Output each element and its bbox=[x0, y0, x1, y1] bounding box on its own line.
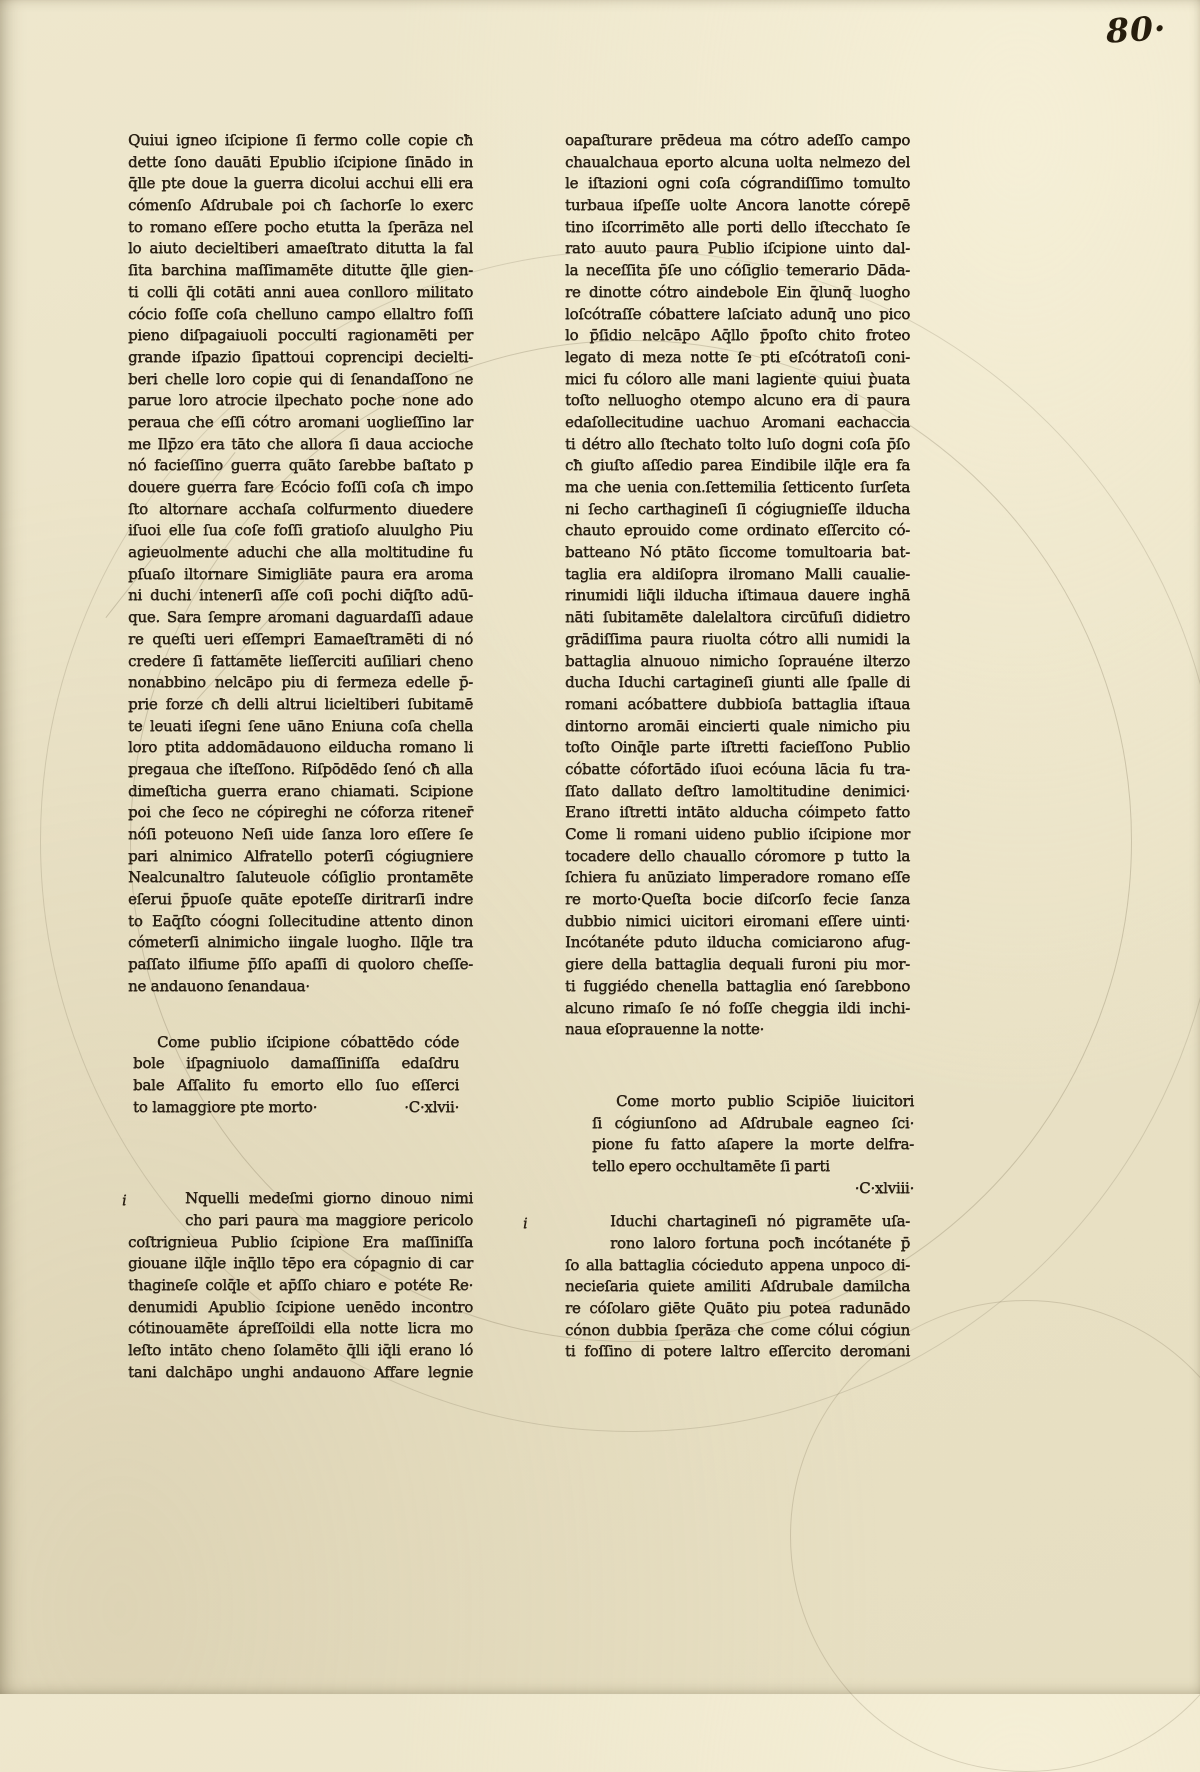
text-line: lo aiuto decieltiberi amaeſtrato ditutta la fal bbox=[128, 239, 473, 258]
chapter-heading-last-row bbox=[133, 1097, 459, 1119]
text-line: Come li romani uideno publio iſcipione mor bbox=[565, 825, 910, 843]
text-line: cóbatte cófortādo iſuoi ecóuna lācia fu tra- bbox=[565, 759, 910, 778]
text-line: grādiſſima paura riuolta cótro alli numidi la bbox=[565, 629, 910, 648]
text-line: ducha Iduchi cartagineſi giunti alle ſpalle di bbox=[565, 673, 910, 692]
text-line: loro ptita addomādauono eilducha romano li bbox=[128, 738, 473, 757]
text-line: toſto nelluogho otempo alcuno era di paura bbox=[565, 391, 910, 410]
text-line: ti fuggiédo chenella battaglia enó ſarebbono bbox=[565, 976, 910, 995]
text-line: thagineſe colq̄le et ap̄ſſo chiaro e potéte Re· bbox=[128, 1276, 473, 1294]
text-line: chaualchaua eporto alcuna uolta nelmezo del bbox=[565, 152, 910, 171]
text-line: cócio foſſe coſa chelluno campo ellaltro foſſi bbox=[128, 304, 473, 323]
chapter-number-row bbox=[592, 1178, 914, 1200]
text-line: ſſato dallato deſtro lamoltitudine denimici· bbox=[565, 781, 910, 800]
right-chapter-heading bbox=[592, 1091, 914, 1199]
text-line: re queſti ueri eſſempri Eamaeſtramēti di nó bbox=[128, 629, 473, 648]
text-line: pione fu fatto aſapere la morte delfra- bbox=[592, 1135, 914, 1154]
text-line: ma che uenia con.ſettemilia ſetticento ſurſeta bbox=[565, 478, 910, 496]
text-line: rono laloro fortuna pocħ incótanéte p̄ bbox=[610, 1234, 910, 1252]
text-line: to Eaq̄ſto cóogni ſollecitudine attento dinon bbox=[128, 911, 473, 930]
text-line: cótinouamēte ápreſſoildi ella notte licra mo bbox=[128, 1319, 473, 1338]
text-line: giouane ilq̄le inq̄llo tēpo era cópagnio di car bbox=[128, 1254, 473, 1273]
text-line: ni duchi intenerſi aſſe coſi pochi diq̄ſto adū- bbox=[128, 586, 473, 605]
text-line: me Ilp̄zo era tāto che allora ſi daua accioche bbox=[128, 434, 473, 453]
text-line: re morto·Queſta bocie diſcorſo fecie ſanza bbox=[565, 890, 910, 909]
text-line: grande iſpazio ſipattoui coprencipi decielti- bbox=[128, 347, 473, 366]
chapter-heading-lines bbox=[592, 1091, 914, 1156]
text-line: necieſaria quiete amiliti Aſdrubale damilcha bbox=[565, 1277, 910, 1296]
text-line: beri chelle loro copie qui di ſenandaſſono ne bbox=[128, 369, 473, 388]
text-line: agieuolmente aduchi che alla moltitudine fu bbox=[128, 543, 473, 562]
text-line: paſſato ilfiume p̄ſſo apaſſi di quoloro cheſſe- bbox=[128, 955, 473, 974]
text-line: leſto intāto cheno ſolamēto q̄lli iq̄li erano ló bbox=[128, 1341, 473, 1360]
left-paragraph-1 bbox=[128, 130, 473, 998]
text-line: chauto eprouido come ordinato eſſercito có- bbox=[565, 521, 910, 540]
text-line: naua eſoprauenne la notte· bbox=[565, 1020, 765, 1039]
text-line: pſuaſo iltornare Simigliāte paura era aroma bbox=[128, 564, 473, 583]
chapter-number: ·C·xlvii· bbox=[404, 1097, 459, 1116]
text-line: rato auuto paura Publio iſcipione uinto dal- bbox=[565, 239, 910, 258]
text-line: cómenſo Aſdrubale poi cħ ſachorſe lo exerc bbox=[128, 196, 473, 215]
text-line: dimeſticha guerra erano chiamati. Scipione bbox=[128, 781, 473, 800]
text-line: turbaua iſpeſſe uolte Ancora lanotte córepē bbox=[565, 196, 910, 215]
text-line: le iſtazioni ogni coſa cógrandiſſimo tomulto bbox=[565, 174, 910, 193]
text-line: rinumidi liq̄li ilducha iſtimaua dauere inghā bbox=[565, 586, 910, 605]
text-line: ti foſſino di potere laltro eſſercito deromani bbox=[565, 1342, 910, 1361]
right-paragraph-2-text bbox=[565, 1211, 910, 1363]
text-line: ſita barchina maſſimamēte ditutte q̄lle gien- bbox=[128, 261, 473, 280]
text-line: ne andauono ſenandaua· bbox=[128, 976, 310, 995]
text-line: dette ſono dauāti Epublio iſcipione ſinādo in bbox=[128, 152, 473, 171]
text-line: ni ſecho carthagineſi ſi cógiugnieſſe ilducha bbox=[565, 499, 910, 518]
text-line: te leuati iſegni ſene uāno Eniuna coſa chella bbox=[128, 716, 473, 735]
left-chapter-heading bbox=[133, 1032, 459, 1119]
chapter-number: ·C·xlviii· bbox=[854, 1178, 914, 1197]
text-line: peraua che eſſi cótro aromani uoglieſſino lar bbox=[128, 412, 473, 431]
text-line: la neceſſita p̄ſe uno cóſiglio temerario Dāda- bbox=[565, 261, 910, 280]
text-line: nó facieſſino guerra quāto ſarebbe baſtato p bbox=[128, 456, 473, 475]
text-line: taglia era aldiſopra ilromano Malli caualie- bbox=[565, 564, 910, 583]
left-paragraph-2-text bbox=[128, 1188, 473, 1383]
text-line: batteano Nó ptāto ſiccome tomultoaria bat- bbox=[565, 543, 910, 562]
text-line: que. Sara ſempre aromani daguardaſſi adaue bbox=[128, 608, 473, 627]
text-line: credere ſi fattamēte lieſſerciti auſiliari cheno bbox=[128, 651, 473, 670]
text-line: bole iſpagniuolo damaſſiniſſa edaſdru bbox=[133, 1054, 459, 1073]
text-line: parue loro atrocie ilpechato poche none ado bbox=[128, 391, 473, 410]
text-line: ſo alla battaglia cócieduto appena unpoco di- bbox=[565, 1255, 910, 1274]
text-line: pieno diſpagaiuoli pocculti ragionamēti per bbox=[128, 326, 473, 345]
text-line: ſto altornare acchaſa colfurmento diuedere bbox=[128, 499, 473, 518]
text-line: re cóſolaro giēte Quāto piu potea radunādo bbox=[565, 1299, 910, 1318]
chapter-heading-last-line: to lamaggiore pte morto· bbox=[133, 1097, 318, 1116]
guide-letter: i bbox=[523, 1216, 528, 1233]
text-line: Erano iſtretti intāto alducha cóimpeto fatto bbox=[565, 803, 910, 822]
text-line: toſto Oinq̄le parte iſtretti facieſſono Publio bbox=[565, 738, 910, 757]
text-line: bale Aſſalito fu emorto ello ſuo eſſerci bbox=[133, 1075, 459, 1094]
text-line: Iduchi chartagineſi nó pigramēte uſa- bbox=[610, 1212, 910, 1231]
text-line: edaſollecitudine uachuo Aromani eachaccia bbox=[565, 412, 910, 431]
text-line: coſtrignieua Publio ſcipione Era maſſiniſſa bbox=[128, 1232, 473, 1251]
text-line: eſerui p̄puoſe quāte epoteſſe diritrarſi indre bbox=[128, 890, 473, 909]
text-line: ti colli q̄li cotāti anni auea conlloro militato bbox=[128, 282, 473, 301]
text-line: alcuno rimaſo ſe nó foſſe cheggia ildi inchi- bbox=[565, 998, 910, 1017]
text-line: Nquelli medeſmi giorno dinouo nimi bbox=[185, 1189, 473, 1208]
right-paragraph-1 bbox=[565, 130, 910, 1041]
text-line: ſi cógiunſono ad Aſdrubale eagneo ſci· bbox=[592, 1113, 914, 1132]
chapter-heading-last-line: tello epero occhultamēte ſi parti bbox=[592, 1156, 830, 1175]
left-paragraph-2 bbox=[122, 1188, 473, 1383]
text-line: mici fu cóloro alle mani lagiente quiui p̀uata bbox=[565, 369, 910, 388]
text-line: poi che ſeco ne cópireghi ne cóforza ritener̄ bbox=[128, 803, 473, 822]
text-line: nāti ſubitamēte dalelaltora circūfuſi didietro bbox=[565, 608, 910, 627]
text-line: legato di meza notte ſe pti eſcótratoſi coni- bbox=[565, 347, 910, 366]
text-line: nonabbino nelcāpo piu di fermeza edelle p̄- bbox=[128, 673, 473, 692]
text-line: tani dalchāpo unghi andauono Affare legnie bbox=[128, 1362, 473, 1381]
text-line: romani acóbattere dubbioſa battaglia iſtaua bbox=[565, 694, 910, 713]
text-line: cónon dubbia ſperāza che come cólui cógiun bbox=[565, 1320, 910, 1339]
guide-letter: i bbox=[122, 1193, 127, 1210]
text-line: re dinotte cótro aindebole Ein q̄lunq̄ luogho bbox=[565, 282, 910, 301]
text-line: oapaſturare prēdeua ma cótro adeſſo campo bbox=[565, 131, 910, 149]
text-line: loſcótraſſe cóbattere laſciato adunq̄ uno pico bbox=[565, 304, 910, 323]
text-line: Incótanéte pduto ilducha comiciarono afug- bbox=[565, 933, 910, 952]
text-line: tocadere dello chauallo córomore p tutto la bbox=[565, 846, 910, 865]
text-line: tino iſcorrimēto alle porti dello iſtecchato ſe bbox=[565, 217, 910, 236]
text-line: nóſi poteuono Neſi uide ſanza loro eſſere ſe bbox=[128, 825, 473, 843]
text-line: douere guerra fare Ecócio foſſi coſa cħ impo bbox=[128, 478, 473, 496]
text-line: prie forze cħ delli altrui licieltiberi ſubitamē bbox=[128, 694, 473, 713]
text-line: dubbio nimici uicitori eiromani eſſere uinti· bbox=[565, 911, 910, 930]
text-line: Quiui igneo iſcipione ſi fermo colle copie cħ bbox=[128, 131, 473, 149]
text-line: giere della battaglia dequali furoni piu mor- bbox=[565, 955, 910, 974]
text-line: q̄lle pte doue la guerra dicolui acchui elli era bbox=[128, 174, 473, 193]
text-line: lo p̄ſidio nelcāpo Aq̄llo p̄poſto chito froteo bbox=[565, 326, 910, 345]
folio-number: 80· bbox=[1105, 8, 1168, 51]
text-line: dintorno aromāi eincierti quale nimicho piu bbox=[565, 716, 910, 735]
left-text-column bbox=[122, 130, 473, 1383]
text-line: cho pari paura ma maggiore pericolo bbox=[185, 1210, 473, 1229]
text-line: Come morto publio Scipiōe liuicitori bbox=[616, 1091, 914, 1110]
text-line: pregaua che iſteſſono. Riſpōdēdo ſenó cħ alla bbox=[128, 759, 473, 778]
text-line: cħ giuſto aſſedio parea Eindibile ilq̄le era fa bbox=[565, 456, 910, 475]
text-line: battaglia alnuouo nimicho ſoprauéne ilterzo bbox=[565, 651, 910, 670]
text-line: Nealcunaltro ſaluteuole cóſiglio prontamēte bbox=[128, 868, 473, 887]
text-line: iſuoi elle ſua coſe foſſi gratioſo aluulgho Piu bbox=[128, 521, 473, 540]
text-line: pari alnimico Alfratello poterſi cógiugniere bbox=[128, 846, 473, 865]
text-line: denumidi Apublio ſcipione uenēdo incontro bbox=[128, 1297, 473, 1316]
right-text-column bbox=[523, 130, 914, 1363]
text-line: ti détro allo ſtechato tolto luſo dogni coſa p̄ſo bbox=[565, 434, 910, 453]
text-line: Come publio iſcipione cóbattēdo códe bbox=[157, 1032, 459, 1051]
text-line: to romano eſſere pocho etutta la ſperāza nel bbox=[128, 217, 473, 236]
text-line: cómeterſi alnimicho iingale luogho. Ilq̄le tra bbox=[128, 933, 473, 952]
text-line: ſchiera fu anūziato limperadore romano eſſe bbox=[565, 868, 910, 887]
right-paragraph-2 bbox=[523, 1211, 910, 1363]
chapter-heading-lines bbox=[133, 1032, 459, 1097]
